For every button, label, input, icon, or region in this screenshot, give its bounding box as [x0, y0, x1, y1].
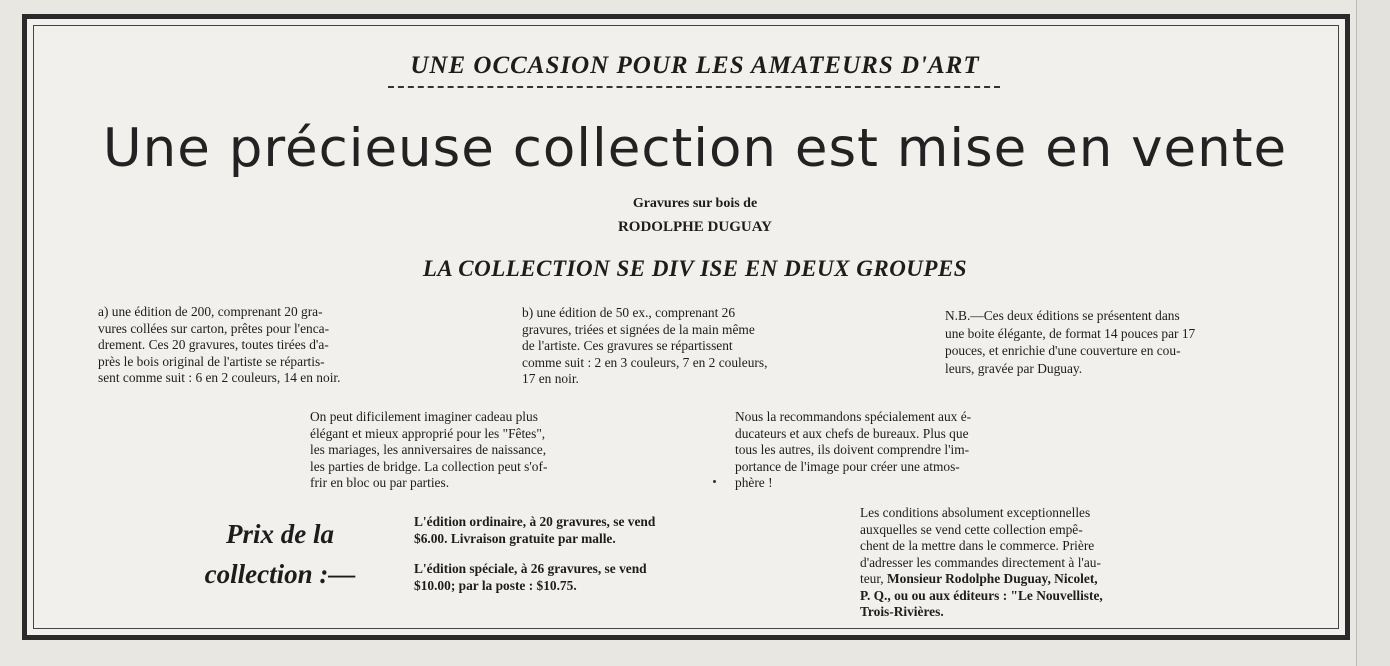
price-ordinary-edition	[414, 514, 754, 547]
main-headline: Une précieuse collection est mise en vente	[102, 118, 1288, 179]
text-line: L'édition ordinaire, à 20 gravures, se vend	[414, 514, 656, 529]
text-line: N.B.—Ces deux éditions se présentent dans	[945, 308, 1180, 323]
text-line: élégant et mieux approprié pour les "Fêtes",	[310, 425, 546, 441]
price-heading-line: collection :—	[204, 559, 356, 589]
price-special-edition	[414, 561, 754, 594]
edition-a-paragraph	[98, 304, 440, 387]
text-line: $6.00. Livraison gratuite par malle.	[414, 530, 616, 546]
text-fragment: teur,	[860, 571, 887, 586]
nota-bene-paragraph	[945, 307, 1287, 377]
text-line: 17 en noir.	[522, 371, 579, 386]
text-line: sent comme suit : 6 en 2 couleurs, 14 en noir.	[98, 370, 341, 385]
text-line: portance de l'image pour créer une atmos-	[735, 458, 960, 474]
text-line: Nous la recommandons spécialement aux é-	[735, 409, 972, 424]
author-address: Monsieur Rodolphe Duguay, Nicolet,	[886, 571, 1098, 586]
text-line: d'adresser les commandes directement à l'au-	[860, 554, 1101, 570]
text-line: P. Q., ou ou aux éditeurs : "Le Nouvelliste,	[860, 587, 1103, 603]
text-line: tous les autres, ils doivent comprendre l'im-	[735, 442, 970, 457]
text-line: comme suit : 2 en 3 couleurs, 7 en 2 couleurs,	[522, 354, 768, 370]
text-line: auxquelles se vend cette collection empê-	[860, 521, 1083, 537]
text-line: chent de la mettre dans le commerce. Prière	[860, 538, 1095, 553]
groups-heading: LA COLLECTION SE DIV ISE EN DEUX GROUPES	[422, 256, 968, 281]
subtitle-gravures: Gravures sur bois de	[632, 196, 758, 211]
text-line: frir en bloc ou par parties.	[310, 475, 450, 490]
price-heading	[180, 514, 380, 594]
price-heading-line: Prix de la	[226, 519, 334, 549]
text-line: L'édition spéciale, à 26 gravures, se vend	[414, 561, 647, 576]
text-line: Trois-Rivières.	[860, 604, 944, 619]
subtitle-artist-name: RODOLPHE DUGUAY	[617, 219, 773, 235]
text-line: b) une édition de 50 ex., comprenant 26	[522, 305, 736, 320]
kicker-heading: UNE OCCASION POUR LES AMATEURS D'ART	[410, 52, 980, 79]
text-line: phère !	[735, 475, 773, 490]
text-line: $10.00; par la poste : $10.75.	[414, 577, 577, 593]
text-line: ducateurs et aux chefs de bureaux. Plus que	[735, 425, 969, 441]
text-line: a) une édition de 200, comprenant 20 gra-	[98, 304, 323, 319]
text-line: près le bois original de l'artiste se répartis-	[98, 353, 325, 369]
print-speck	[713, 480, 716, 483]
text-line: Les conditions absolument exceptionnelles	[860, 505, 1091, 520]
text-line: gravures, triées et signées de la main même	[522, 321, 755, 337]
adjacent-page-edge	[1356, 0, 1390, 666]
text-line: leurs, gravée par Duguay.	[945, 360, 1083, 376]
text-line: drement. Ces 20 gravures, toutes tirées d'a-	[98, 337, 329, 352]
text-line: On peut dificilement imaginer cadeau plus	[310, 409, 538, 424]
ordering-conditions-paragraph	[860, 505, 1202, 621]
recommendation-paragraph	[735, 409, 1073, 492]
gift-paragraph	[310, 409, 650, 492]
text-line: les parties de bridge. La collection peut s'of-	[310, 458, 548, 474]
text-line: une boite élégante, de format 14 pouces par 17	[945, 325, 1196, 341]
text-line: les mariages, les anniversaires de naissance,	[310, 442, 547, 457]
text-line	[860, 571, 1202, 588]
text-line: pouces, et enrichie d'une couverture en cou-	[945, 343, 1181, 358]
edition-b-paragraph	[522, 305, 860, 388]
kicker-underline	[388, 86, 1000, 88]
text-line: vures collées sur carton, prêtes pour l'enca-	[98, 320, 330, 336]
text-line: de l'artiste. Ces gravures se répartissent	[522, 338, 733, 353]
